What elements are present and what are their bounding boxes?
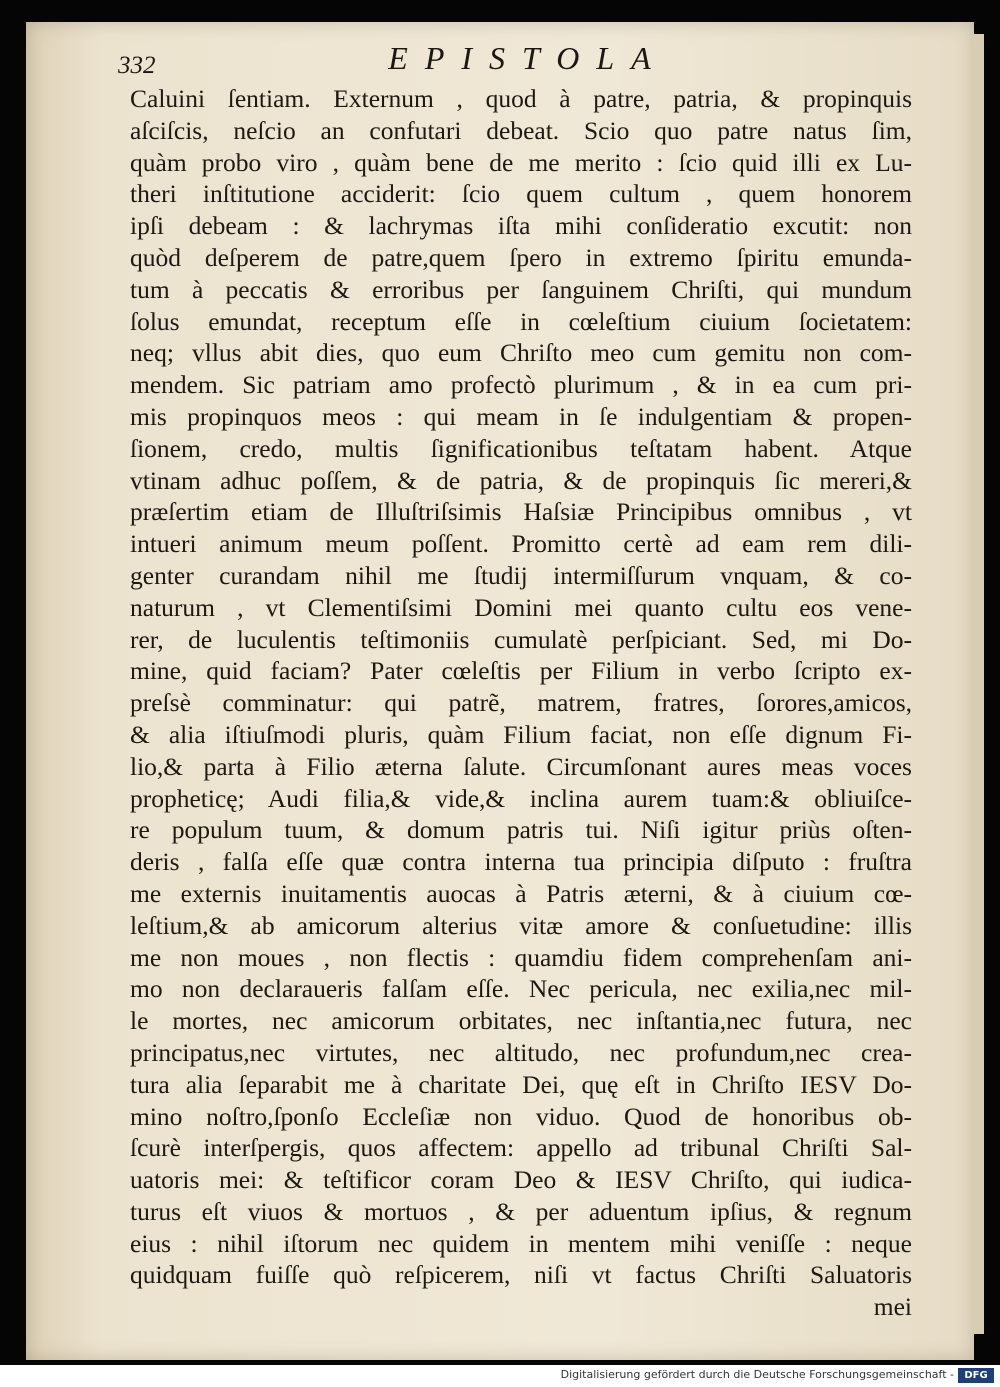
text-line: mino noſtro,ſponſo Eccleſiæ non viduo. Quod de honoribus ob- — [130, 1101, 912, 1131]
text-line: quàm probo viro , quàm bene de me merito : ſcio quid illi ex Lu- — [130, 147, 912, 177]
text-line: præſertim etiam de Illuſtriſsimis Haſsiæ Principibus omnibus , vt — [130, 497, 912, 527]
page-header — [118, 40, 898, 84]
text-line: & alia iſtiuſmodi pluris, quàm Filium faciat, non eſſe dignum Fi- — [130, 719, 912, 749]
text-line: mo non declaraueris falſam eſſe. Nec pericula, nec exilia,nec mil- — [130, 974, 912, 1004]
text-line: theri inſtitutione acciderit: ſcio quem cultum , quem honorem — [130, 179, 912, 209]
text-line: uatoris mei: & teſtificor coram Deo & IESV Chriſto, qui iudica- — [130, 1165, 912, 1195]
text-line: naturum , vt Clementiſsimi Domini mei quanto cultu eos vene- — [130, 592, 912, 622]
text-line: me externis inuitamentis auocas à Patris æterni, & à ciuium cœ- — [130, 878, 912, 908]
text-line: Caluini ſentiam. Externum , quod à patre, patria, & propinquis — [130, 84, 912, 113]
text-line: ſolus emundat, receptum eſſe in cœleſtium ciuium ſocietatem: — [130, 306, 912, 336]
dfg-logo: DFG — [958, 1368, 994, 1383]
catchword: mei — [873, 1292, 912, 1322]
text-line: propheticę; Audi filia,& vide,& inclina aurem tuam:& obliuiſce- — [130, 783, 912, 813]
body-text — [130, 83, 912, 1323]
funding-credit: Digitalisierung gefördert durch die Deutsche Forschungsgemeinschaft - — [560, 1368, 954, 1381]
text-line: rer, de luculentis teſtimoniis cumulatè perſpiciant. Sed, mi Do- — [130, 624, 912, 654]
text-line: quidquam fuiſſe quò reſpicerem, niſi vt factus Chriſti Saluatoris — [130, 1260, 912, 1290]
text-line: ſionem, credo, multis ſignificationibus teſtatam habent. Atque — [130, 433, 912, 463]
page-edge — [972, 34, 984, 1334]
text-line: vtinam adhuc poſſem, & de patria, & de propinquis ſic mereri,& — [130, 465, 912, 495]
text-line: deris , falſa eſſe quæ contra interna tua principia diſputo : fruſtra — [130, 847, 912, 877]
text-line: intueri animum meum poſſent. Promitto certè ad eam rem dili- — [130, 529, 912, 559]
text-line: principatus,nec virtutes, nec altitudo, nec profundum,nec crea- — [130, 1037, 912, 1067]
running-head: EPISTOLA — [388, 40, 668, 76]
text-line: leſtium,& ab amicorum alterius vitæ amore & conſuetudine: illis — [130, 910, 912, 940]
text-line: ſcurè interſpergis, quos affectem: appello ad tribunal Chriſti Sal- — [130, 1133, 912, 1163]
text-line: quòd deſperem de patre,quem ſpero in extremo ſpiritu emunda- — [130, 242, 912, 272]
text-line: eius : nihil iſtorum nec quidem in mentem mihi veniſſe : neque — [130, 1228, 912, 1258]
text-line: mine, quid faciam? Pater cœleſtis per Filium in verbo ſcripto ex- — [130, 656, 912, 686]
page-number: 332 — [118, 52, 156, 79]
text-line: tum à peccatis & erroribus per ſanguinem Chriſti, qui mundum — [130, 274, 912, 304]
text-line: le mortes, nec amicorum orbitates, nec inſtantia,nec futura, nec — [130, 1006, 912, 1036]
digitization-footer — [0, 1365, 1000, 1387]
text-line: genter curandam nihil me ſtudij intermiſſurum vnquam, & co- — [130, 560, 912, 590]
text-line: preſsè comminatur: qui patrẽ, matrem, fratres, ſorores,amicos, — [130, 688, 912, 718]
text-line: me non moues , non flectis : quamdiu fidem comprehenſam ani- — [130, 942, 912, 972]
text-line: ipſi debeam : & lachrymas iſta mihi conſideratio excutit: non — [130, 211, 912, 241]
text-line: mendem. Sic patriam amo profectò plurimum , & in ea cum pri- — [130, 370, 912, 400]
text-line: mis propinquos meos : qui meam in ſe indulgentiam & propen- — [130, 401, 912, 431]
text-line: lio,& parta à Filio æterna ſalute. Circumſonant aures meas voces — [130, 751, 912, 781]
text-line: aſciſcis, neſcio an confutari debeat. Scio quo patre natus ſim, — [130, 115, 912, 145]
text-line: re populum tuum, & domum patris tui. Niſi igitur priùs oſten- — [130, 815, 912, 845]
text-line: neq; vllus abit dies, quo eum Chriſto meo cum gemitu non com- — [130, 338, 912, 368]
text-line: turus eſt viuos & mortuos , & per aduentum ipſius, & regnum — [130, 1196, 912, 1226]
text-line: tura alia ſeparabit me à charitate Dei, quę eſt in Chriſto IESV Do- — [130, 1069, 912, 1099]
